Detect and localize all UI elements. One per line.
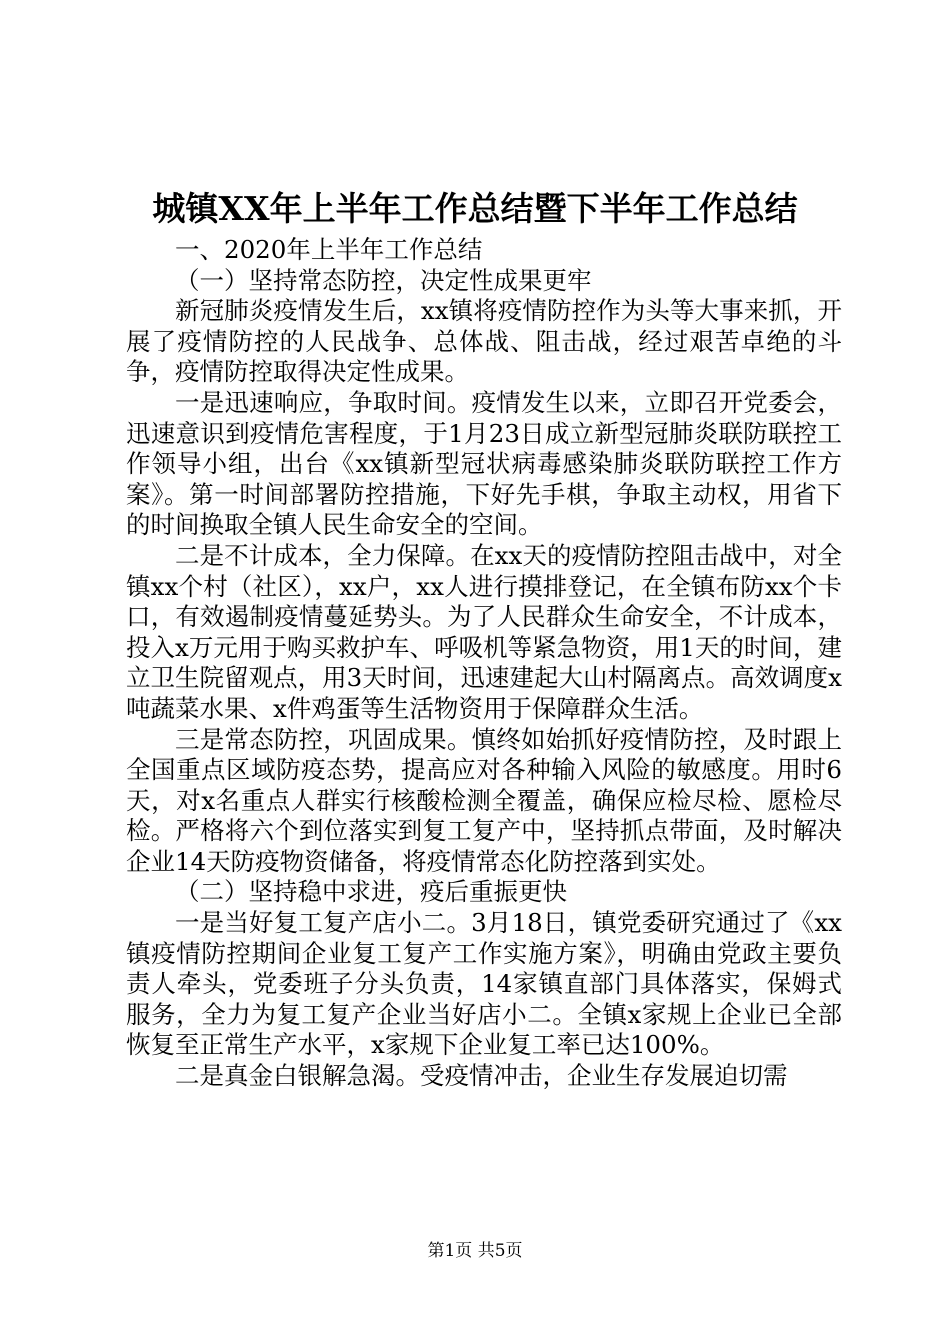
body-paragraph: 二是真金白银解急渴。受疫情冲击，企业生存发展迫切需 xyxy=(175,1061,788,1091)
body-paragraph: 一是当好复工复产店小二。3月18日，镇党委研究通过了《xx镇疫情防控期间企业复工复产工作实施方案》，明确由党政主要负责人牵头，党委班子分头负责，14家镇直部门具体落实，保姆式服务，全力为复工复产企业当好店小二。全镇x家规上企业已全部恢复至正常生产水平，x家规下企业复工率已达100%。 xyxy=(126,908,842,1060)
document-title: 城镇XX年上半年工作总结暨下半年工作总结 xyxy=(152,189,798,228)
body-paragraph: 二是不计成本，全力保障。在xx天的疫情防控阻击战中，对全镇xx个村（社区），xx户，xx人进行摸排登记，在全镇布防xx个卡口，有效遏制疫情蔓延势头。为了人民群众生命安全，不计成本，投入x万元用于购买救护车、呼吸机等紧急物资，用1天的时间，建立卫生院留观点，用3天时间，迅速建起大山村隔离点。高效调度x吨蔬菜水果、x件鸡蛋等生活物资用于保障群众生活。 xyxy=(126,540,842,723)
subsection-heading-1: （一）坚持常态防控，决定性成果更牢 xyxy=(175,265,592,295)
body-paragraph: 一是迅速响应，争取时间。疫情发生以来，立即召开党委会，迅速意识到疫情危害程度，于1月23日成立新型冠肺炎联防联控工作领导小组，出台《xx镇新型冠状病毒感染肺炎联防联控工作方案》。第一时间部署防控措施，下好先手棋，争取主动权，用省下的时间换取全镇人民生命安全的空间。 xyxy=(126,387,842,540)
section-heading-1: 一、2020年上半年工作总结 xyxy=(175,235,483,264)
document-body xyxy=(126,235,842,1092)
subsection-heading-2: （二）坚持稳中求进，疫后重振更快 xyxy=(175,877,567,907)
body-paragraph: 三是常态防控，巩固成果。慎终如始抓好疫情防控，及时跟上全国重点区域防疫态势，提高应对各种输入风险的敏感度。用时6天，对x名重点人群实行核酸检测全覆盖，确保应检尽检、愿检尽检。严格将六个到位落实到复工复产中，坚持抓点带面，及时解决企业14天防疫物资储备，将疫情常态化防控落到实处。 xyxy=(126,724,842,876)
page-number-footer: 第1页 共5页 xyxy=(427,1241,523,1261)
body-paragraph: 新冠肺炎疫情发生后，xx镇将疫情防控作为头等大事来抓，开展了疫情防控的人民战争、总体战、阻击战，经过艰苦卓绝的斗争，疫情防控取得决定性成果。 xyxy=(126,296,842,387)
